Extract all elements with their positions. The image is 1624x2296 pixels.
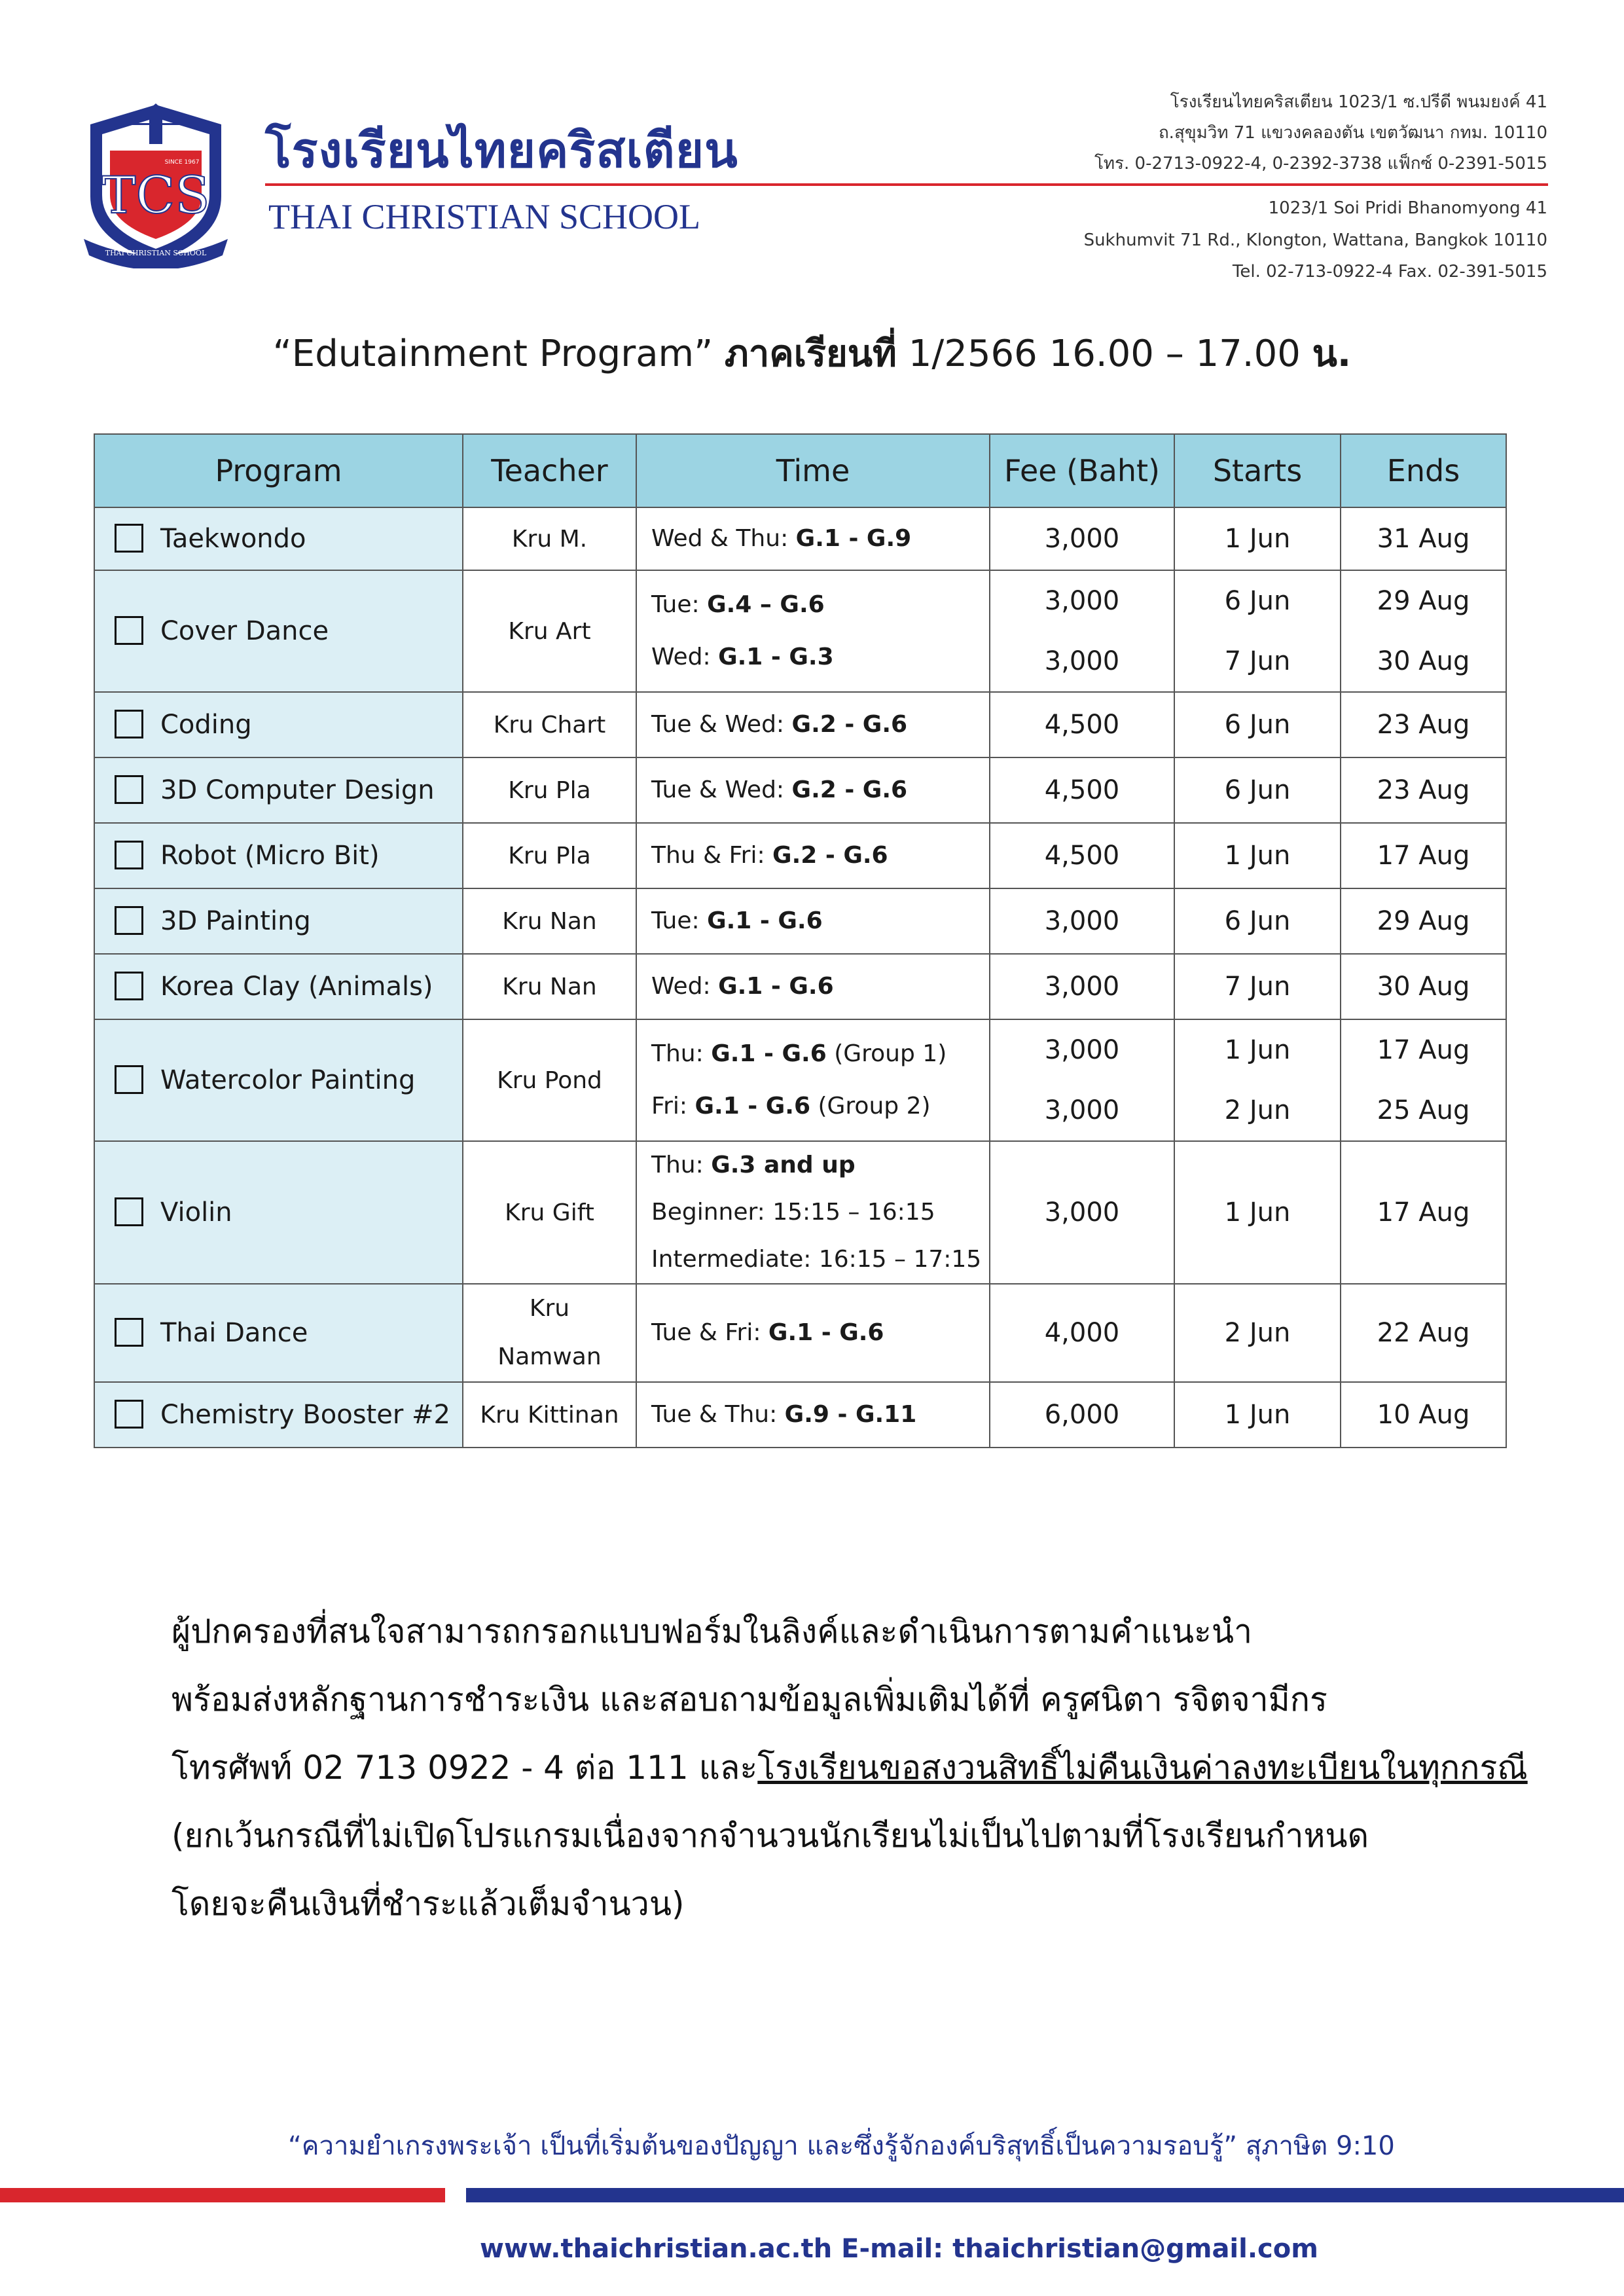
program-name: 3D Computer Design <box>160 775 435 805</box>
column-header: Ends <box>1341 434 1506 507</box>
fee-cell <box>990 570 1174 692</box>
time-line <box>651 895 989 947</box>
end-date: 17 Aug <box>1377 841 1470 871</box>
program-checkbox[interactable] <box>115 1318 143 1347</box>
program-name: Watercolor Painting <box>160 1065 416 1095</box>
time-cell <box>636 570 990 692</box>
title-term-value: 1/2566 16.00 – 17.00 <box>908 333 1301 375</box>
start-cell <box>1174 692 1341 757</box>
time-text: Tue: <box>651 907 708 934</box>
program-name: Coding <box>160 710 252 740</box>
time-cell <box>636 757 990 823</box>
program-cell <box>94 1382 463 1448</box>
address-thai-line-2: ถ.สุขุมวิท 71 แขวงคลองตัน เขตวัฒนา กทม. 10110 <box>1158 123 1547 143</box>
program-cell <box>94 570 463 692</box>
program-name: Thai Dance <box>160 1318 308 1348</box>
note-line <box>171 1734 1528 1802</box>
table-row <box>94 823 1506 888</box>
table-row <box>94 888 1506 954</box>
start-date: 1 Jun <box>1224 841 1291 871</box>
fee-cell <box>990 1284 1174 1382</box>
fee-value: 3,000 <box>1044 906 1120 936</box>
start-date: 1 Jun <box>1224 1035 1291 1065</box>
table-row <box>94 507 1506 570</box>
end-cell <box>1341 1382 1506 1448</box>
fee-cell <box>990 1141 1174 1284</box>
end-date: 23 Aug <box>1377 710 1470 740</box>
time-line <box>651 699 989 751</box>
address-thai-line-1: โรงเรียนไทยคริสเตียน 1023/1 ซ.ปรีดี พนมยงค์ 41 <box>1170 92 1547 112</box>
time-line <box>651 1080 989 1133</box>
grade-range: G.1 - G.3 <box>718 644 834 670</box>
grade-range: G.1 - G.9 <box>795 525 912 552</box>
time-cell <box>636 1019 990 1141</box>
end-date: 25 Aug <box>1377 1095 1470 1125</box>
end-date: 30 Aug <box>1377 646 1470 676</box>
start-cell <box>1174 570 1341 692</box>
end-cell <box>1341 823 1506 888</box>
program-checkbox[interactable] <box>115 972 143 1000</box>
footer-contact[interactable]: www.thaichristian.ac.th E-mail: thaichristian@gmail.com <box>480 2234 1318 2264</box>
time-text: Wed: <box>651 644 719 670</box>
program-name: Chemistry Booster #2 <box>160 1400 450 1430</box>
time-cell <box>636 692 990 757</box>
fee-value: 3,000 <box>1044 524 1120 554</box>
fee-cell <box>990 1019 1174 1141</box>
grade-range: G.1 - G.6 <box>718 973 834 1000</box>
time-line <box>651 1307 989 1359</box>
note-line-text: โทรศัพท์ 02 713 0922 - 4 ต่อ 111 และ <box>171 1749 758 1787</box>
fee-value: 4,500 <box>1044 775 1120 805</box>
fee-value: 3,000 <box>1044 646 1120 676</box>
page-title <box>0 324 1624 382</box>
note-line: (ยกเว้นกรณีที่ไม่เปิดโปรแกรมเนื่องจากจำนวนนักเรียนไม่เป็นไปตามที่โรงเรียนกำหนด <box>171 1817 1369 1855</box>
school-name-english: THAI CHRISTIAN SCHOOL <box>268 197 700 236</box>
start-date: 2 Jun <box>1224 1095 1291 1125</box>
time-text: Intermediate: 16:15 – 17:15 <box>651 1246 982 1273</box>
program-checkbox[interactable] <box>115 775 143 804</box>
table-row <box>94 692 1506 757</box>
no-refund-policy: โรงเรียนขอสงวนสิทธิ์ไม่คืนเงินค่าลงทะเบียนในทุกกรณี <box>757 1749 1528 1787</box>
fee-cell <box>990 888 1174 954</box>
end-date: 17 Aug <box>1377 1197 1470 1228</box>
grade-range: G.1 - G.6 <box>695 1093 811 1120</box>
time-line <box>651 1236 989 1283</box>
school-crest-logo <box>77 98 234 268</box>
time-cell <box>636 954 990 1019</box>
address-thai-line-3: โทร. 0-2713-0922-4, 0-2392-3738 แฟ็กซ์ 0-2391-5015 <box>1094 154 1547 173</box>
table-row <box>94 1019 1506 1141</box>
time-cell <box>636 888 990 954</box>
end-cell <box>1341 1141 1506 1284</box>
fee-value: 3,000 <box>1044 1095 1120 1125</box>
end-cell <box>1341 507 1506 570</box>
fee-cell <box>990 757 1174 823</box>
header-divider <box>265 183 1548 186</box>
time-line <box>651 829 989 882</box>
teacher-name: Namwan <box>497 1343 602 1370</box>
teacher-cell: Kru Nan <box>463 888 636 954</box>
end-cell <box>1341 757 1506 823</box>
time-text: (Group 2) <box>810 1093 931 1120</box>
program-checkbox[interactable] <box>115 1065 143 1094</box>
grade-range: G.2 - G.6 <box>772 842 888 869</box>
program-checkbox[interactable] <box>115 616 143 645</box>
note-line: ผู้ปกครองที่สนใจสามารถกรอกแบบฟอร์มในลิงค์และดำเนินการตามคำแนะนำ <box>171 1613 1253 1650</box>
time-cell <box>636 1382 990 1448</box>
time-line <box>651 631 989 683</box>
end-date: 31 Aug <box>1377 524 1470 554</box>
start-date: 6 Jun <box>1224 586 1291 616</box>
table-row <box>94 757 1506 823</box>
program-checkbox[interactable] <box>115 841 143 869</box>
program-cell <box>94 692 463 757</box>
fee-value: 3,000 <box>1044 1197 1120 1228</box>
fee-value: 6,000 <box>1044 1400 1120 1430</box>
table-row <box>94 1382 1506 1448</box>
program-checkbox[interactable] <box>115 710 143 738</box>
time-text: Tue & Wed: <box>651 776 792 803</box>
time-text: Beginner: 15:15 – 16:15 <box>651 1199 935 1226</box>
teacher-cell: Kru Gift <box>463 1141 636 1284</box>
teacher-cell <box>463 1284 636 1382</box>
table-row <box>94 1284 1506 1382</box>
program-schedule-table <box>94 433 1507 1448</box>
fee-value: 3,000 <box>1044 586 1120 616</box>
grade-range: G.3 and up <box>711 1152 856 1178</box>
program-cell <box>94 1019 463 1141</box>
program-name: Cover Dance <box>160 616 329 646</box>
time-text: Thu & Fri: <box>651 842 773 869</box>
end-date: 29 Aug <box>1377 586 1470 616</box>
footer-motto: “ความยำเกรงพระเจ้า เป็นที่เริ่มต้นของปัญญา และซึ่งรู้จักองค์บริสุทธิ์เป็นความรอบรู้” สุภาษิต 9:10 <box>288 2131 1395 2161</box>
start-date: 1 Jun <box>1224 524 1291 554</box>
footer-red-bar <box>0 2188 445 2202</box>
address-english-line-1: 1023/1 Soi Pridi Bhanomyong 41 <box>1268 198 1547 218</box>
end-date: 29 Aug <box>1377 906 1470 936</box>
time-line <box>651 1028 989 1080</box>
fee-value: 4,500 <box>1044 710 1120 740</box>
start-date: 1 Jun <box>1224 1197 1291 1228</box>
fee-value: 4,500 <box>1044 841 1120 871</box>
start-date: 7 Jun <box>1224 972 1291 1002</box>
start-cell <box>1174 888 1341 954</box>
column-header: Starts <box>1174 434 1341 507</box>
fee-cell <box>990 823 1174 888</box>
time-text: Tue & Thu: <box>651 1401 785 1428</box>
teacher-cell: Kru Kittinan <box>463 1382 636 1448</box>
end-cell <box>1341 692 1506 757</box>
program-cell <box>94 1141 463 1284</box>
start-cell <box>1174 1019 1341 1141</box>
grade-range: G.2 - G.6 <box>791 776 908 803</box>
column-header: Teacher <box>463 434 636 507</box>
time-text: Wed: <box>651 973 719 1000</box>
teacher-cell: Kru M. <box>463 507 636 570</box>
time-text: Thu: <box>651 1152 712 1178</box>
column-header: Time <box>636 434 990 507</box>
end-date: 23 Aug <box>1377 775 1470 805</box>
time-cell <box>636 1141 990 1284</box>
time-text: Thu: <box>651 1040 712 1067</box>
time-text: Fri: <box>651 1093 695 1120</box>
teacher-cell: Kru Pla <box>463 757 636 823</box>
time-line <box>651 1142 989 1189</box>
fee-cell <box>990 1382 1174 1448</box>
table-row <box>94 570 1506 692</box>
title-unit: น. <box>1312 333 1352 375</box>
program-name: Violin <box>160 1197 232 1228</box>
time-line <box>651 764 989 816</box>
fee-cell <box>990 507 1174 570</box>
time-line <box>651 513 989 565</box>
end-cell <box>1341 888 1506 954</box>
end-cell <box>1341 1284 1506 1382</box>
column-header: Program <box>94 434 463 507</box>
fee-value: 3,000 <box>1044 1035 1120 1065</box>
time-text: (Group 1) <box>826 1040 947 1067</box>
program-cell <box>94 1284 463 1382</box>
start-date: 6 Jun <box>1224 906 1291 936</box>
time-cell <box>636 507 990 570</box>
grade-range: G.4 – G.6 <box>707 591 825 618</box>
time-line <box>651 1189 989 1236</box>
note-line: พร้อมส่งหลักฐานการชำระเงิน และสอบถามข้อมูลเพิ่มเติมได้ที่ ครูศนิตา รจิตจามีกร <box>171 1681 1327 1719</box>
start-cell <box>1174 507 1341 570</box>
svg-text:TCS: TCS <box>101 166 210 225</box>
time-text: Tue & Fri: <box>651 1319 768 1346</box>
time-text: Wed & Thu: <box>651 525 796 552</box>
svg-text:SINCE 1967: SINCE 1967 <box>164 159 200 166</box>
address-english-line-2: Sukhumvit 71 Rd., Klongton, Wattana, Bangkok 10110 <box>1083 230 1547 250</box>
grade-range: G.1 - G.6 <box>768 1319 884 1346</box>
title-term-label: ภาคเรียนที่ <box>724 333 897 375</box>
start-date: 6 Jun <box>1224 775 1291 805</box>
start-date: 1 Jun <box>1224 1400 1291 1430</box>
start-date: 6 Jun <box>1224 710 1291 740</box>
start-cell <box>1174 1382 1341 1448</box>
end-date: 10 Aug <box>1377 1400 1470 1430</box>
table-row <box>94 954 1506 1019</box>
start-date: 7 Jun <box>1224 646 1291 676</box>
program-cell <box>94 507 463 570</box>
registration-note <box>171 1597 1528 1938</box>
start-cell <box>1174 823 1341 888</box>
teacher-name: Kru <box>529 1295 570 1322</box>
time-line <box>651 960 989 1013</box>
note-line: โดยจะคืนเงินที่ชำระแล้วเต็มจำนวน) <box>171 1885 685 1923</box>
start-cell <box>1174 1141 1341 1284</box>
grade-range: G.1 - G.6 <box>707 907 823 934</box>
time-text: Tue: <box>651 591 708 618</box>
grade-range: G.9 - G.11 <box>784 1401 917 1428</box>
program-name: Korea Clay (Animals) <box>160 972 433 1002</box>
svg-text:THAI CHRISTIAN SCHOOL: THAI CHRISTIAN SCHOOL <box>105 249 207 257</box>
fee-cell <box>990 954 1174 1019</box>
start-cell <box>1174 757 1341 823</box>
end-cell <box>1341 570 1506 692</box>
program-cell <box>94 757 463 823</box>
teacher-cell: Kru Art <box>463 570 636 692</box>
end-cell <box>1341 954 1506 1019</box>
end-date: 30 Aug <box>1377 972 1470 1002</box>
teacher-cell: Kru Pla <box>463 823 636 888</box>
table-body <box>94 507 1506 1448</box>
fee-cell <box>990 692 1174 757</box>
program-checkbox[interactable] <box>115 524 143 553</box>
fee-value: 4,000 <box>1044 1318 1120 1348</box>
teacher-cell: Kru Nan <box>463 954 636 1019</box>
title-program-name: “Edutainment Program” <box>272 333 713 375</box>
program-name: Taekwondo <box>160 524 306 554</box>
table-header-row <box>94 434 1506 507</box>
end-cell <box>1341 1019 1506 1141</box>
program-checkbox[interactable] <box>115 1197 143 1226</box>
time-cell <box>636 823 990 888</box>
program-checkbox[interactable] <box>115 906 143 935</box>
time-text: Tue & Wed: <box>651 711 792 738</box>
teacher-cell: Kru Pond <box>463 1019 636 1141</box>
end-date: 22 Aug <box>1377 1318 1470 1348</box>
grade-range: G.1 - G.6 <box>711 1040 827 1067</box>
time-line <box>651 1389 989 1441</box>
footer-blue-bar <box>466 2188 1624 2202</box>
program-cell <box>94 954 463 1019</box>
program-name: 3D Painting <box>160 906 311 936</box>
teacher-cell: Kru Chart <box>463 692 636 757</box>
program-checkbox[interactable] <box>115 1400 143 1429</box>
end-date: 17 Aug <box>1377 1035 1470 1065</box>
fee-value: 3,000 <box>1044 972 1120 1002</box>
start-date: 2 Jun <box>1224 1318 1291 1348</box>
start-cell <box>1174 954 1341 1019</box>
grade-range: G.2 - G.6 <box>791 711 908 738</box>
time-cell <box>636 1284 990 1382</box>
program-name: Robot (Micro Bit) <box>160 841 380 871</box>
column-header: Fee (Baht) <box>990 434 1174 507</box>
program-cell <box>94 888 463 954</box>
table-row <box>94 1141 1506 1284</box>
time-line <box>651 579 989 631</box>
program-cell <box>94 823 463 888</box>
school-name-thai: โรงเรียนไทยคริสเตียน <box>265 122 738 179</box>
start-cell <box>1174 1284 1341 1382</box>
address-english-line-3: Tel. 02-713-0922-4 Fax. 02-391-5015 <box>1232 262 1547 282</box>
